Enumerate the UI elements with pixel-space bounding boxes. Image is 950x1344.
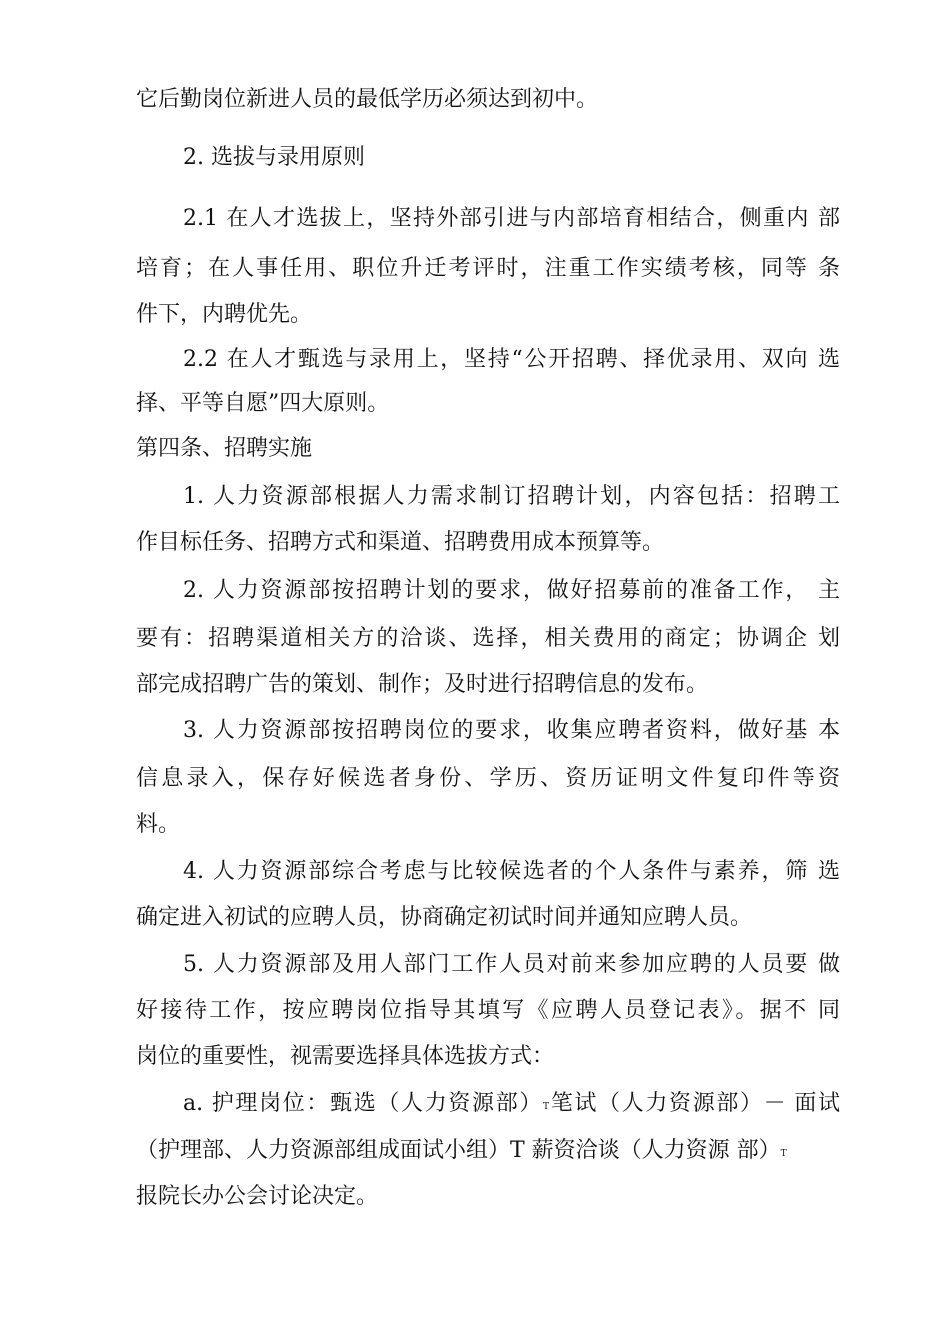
paragraph-line: 要有：招聘渠道相关方的洽谈、选择，相关费用的商定；协调企 划: [136, 626, 840, 651]
paragraph-line: 5. 人力资源部及用人部门工作人员对前来参加应聘的人员要 做: [183, 952, 840, 977]
flow-arrow-icon: T: [543, 1102, 550, 1112]
paragraph-line: 择、平等自愿”四大原则。: [136, 391, 390, 416]
paragraph-line: 作目标任务、招聘方式和渠道、招聘费用成本预算等。: [136, 530, 665, 555]
line-segment: 笔试（人力资源部）－ 面试: [549, 1091, 840, 1116]
paragraph-line: 2. 人力资源部按招聘计划的要求，做好招募前的准备工作， 主: [183, 578, 840, 603]
article-heading: 第四条、招聘实施: [136, 436, 313, 461]
paragraph-line: 报院长办公会讨论决定。: [136, 1184, 379, 1209]
paragraph-line: 3. 人力资源部按招聘岗位的要求，收集应聘者资料，做好基 本: [183, 718, 840, 743]
paragraph-line: [136, 1136, 840, 1169]
paragraph-line: 确定进入初试的应聘人员，协商确定初试时间并通知应聘人员。: [136, 905, 753, 930]
flow-arrow-icon: T: [780, 1149, 787, 1159]
paragraph-line: 它后勤岗位新进人员的最低学历必须达到初中。: [136, 87, 599, 112]
paragraph-line: 件下，内聘优先。: [136, 302, 313, 327]
paragraph-line: 料。: [136, 812, 181, 837]
paragraph-line: [183, 1089, 840, 1122]
paragraph-line: 培育；在人事任用、职位升迁考评时，注重工作实绩考核，同等 条: [136, 256, 840, 281]
paragraph-line: 4. 人力资源部综合考虑与比较候选者的个人条件与素养，筛 选: [183, 859, 840, 884]
paragraph-line: 1. 人力资源部根据人力需求制订招聘计划，内容包括：招聘工: [183, 484, 840, 509]
paragraph-line: 2.1 在人才选拔上，坚持外部引进与内部培育相结合，侧重内 部: [183, 206, 840, 231]
line-segment: （护理部、人力资源部组成面试小组）T 薪资洽谈（人力资源 部）: [136, 1138, 781, 1163]
paragraph-line: 岗位的重要性，视需要选择具体选拔方式：: [136, 1044, 555, 1069]
section-heading: 2. 选拔与录用原则: [183, 145, 365, 170]
paragraph-line: 信息录入，保存好候选者身份、学历、资历证明文件复印件等资: [136, 766, 840, 791]
line-segment: a. 护理岗位：甄选（人力资源部）: [183, 1091, 544, 1116]
paragraph-line: 好接待工作，按应聘岗位指导其填写《应聘人员登记表》。据不 同: [136, 998, 840, 1023]
paragraph-line: 部完成招聘广告的策划、制作；及时进行招聘信息的发布。: [136, 672, 709, 697]
paragraph-line: 2.2 在人才甄选与录用上，坚持“公开招聘、择优录用、双向 选: [183, 347, 840, 372]
